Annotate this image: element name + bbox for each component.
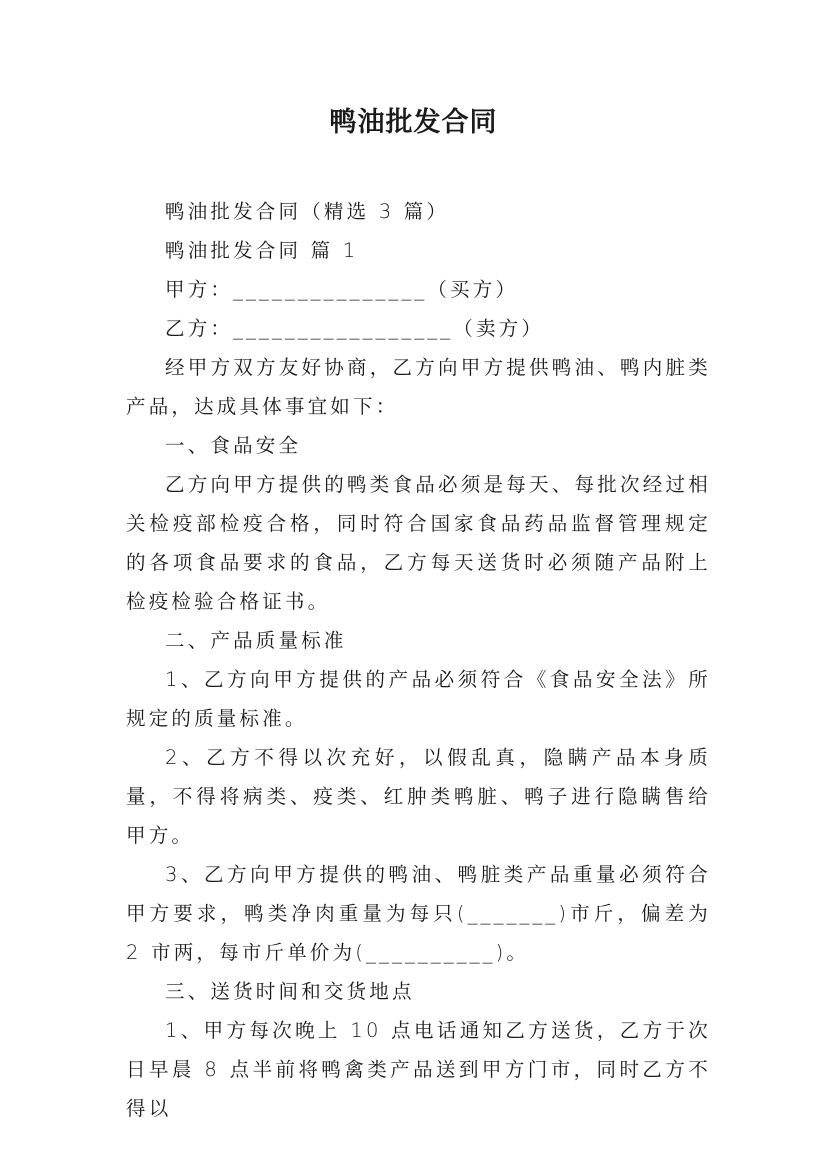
document-body — [126, 192, 711, 1128]
paragraph-food-safety: 乙方向甲方提供的鸭类食品必须是每天、每批次经过相关检疫部检疫合格，同时符合国家食品药品监督管理规定的各项食品要求的食品，乙方每天送货时必须随产品附上检疫检验合格证书。 — [126, 473, 711, 613]
paragraph-quality-2: 2、乙方不得以次充好，以假乱真，隐瞒产品本身质量，不得将病类、疫类、红肿类鸭脏、鸭子进行隐瞒售给甲方。 — [126, 746, 711, 847]
paragraph-party-a: 甲方：_______________（买方） — [165, 278, 519, 301]
paragraph-party-b: 乙方：_________________（卖方） — [165, 317, 545, 340]
paragraph-quality-1: 1、乙方向甲方提供的产品必须符合《食品安全法》所规定的质量标准。 — [126, 668, 711, 730]
heading-quality-standard: 二、产品质量标准 — [165, 629, 347, 652]
paragraph-delivery-1: 1、甲方每次晚上 10 点电话通知乙方送货，乙方于次日早晨 8 点半前将鸭禽类产品送到甲方门市，同时乙方不得以 — [126, 1019, 711, 1120]
paragraph-quality-3: 3、乙方向甲方提供的鸭油、鸭脏类产品重量必须符合甲方要求，鸭类净肉重量为每只(_______)市斤，偏差为 2 市两，每市斤单价为(__________)。 — [126, 863, 711, 964]
paragraph-section-heading: 鸭油批发合同 篇 1 — [165, 239, 359, 262]
paragraph-preamble: 经甲方双方友好协商，乙方向甲方提供鸭油、鸭内脏类产品，达成具体事宜如下： — [126, 356, 711, 418]
heading-delivery: 三、送货时间和交货地点 — [165, 980, 415, 1003]
heading-food-safety: 一、食品安全 — [165, 434, 302, 457]
paragraph-subtitle: 鸭油批发合同（精选 3 篇） — [165, 200, 450, 223]
document-title: 鸭油批发合同 — [329, 107, 498, 138]
